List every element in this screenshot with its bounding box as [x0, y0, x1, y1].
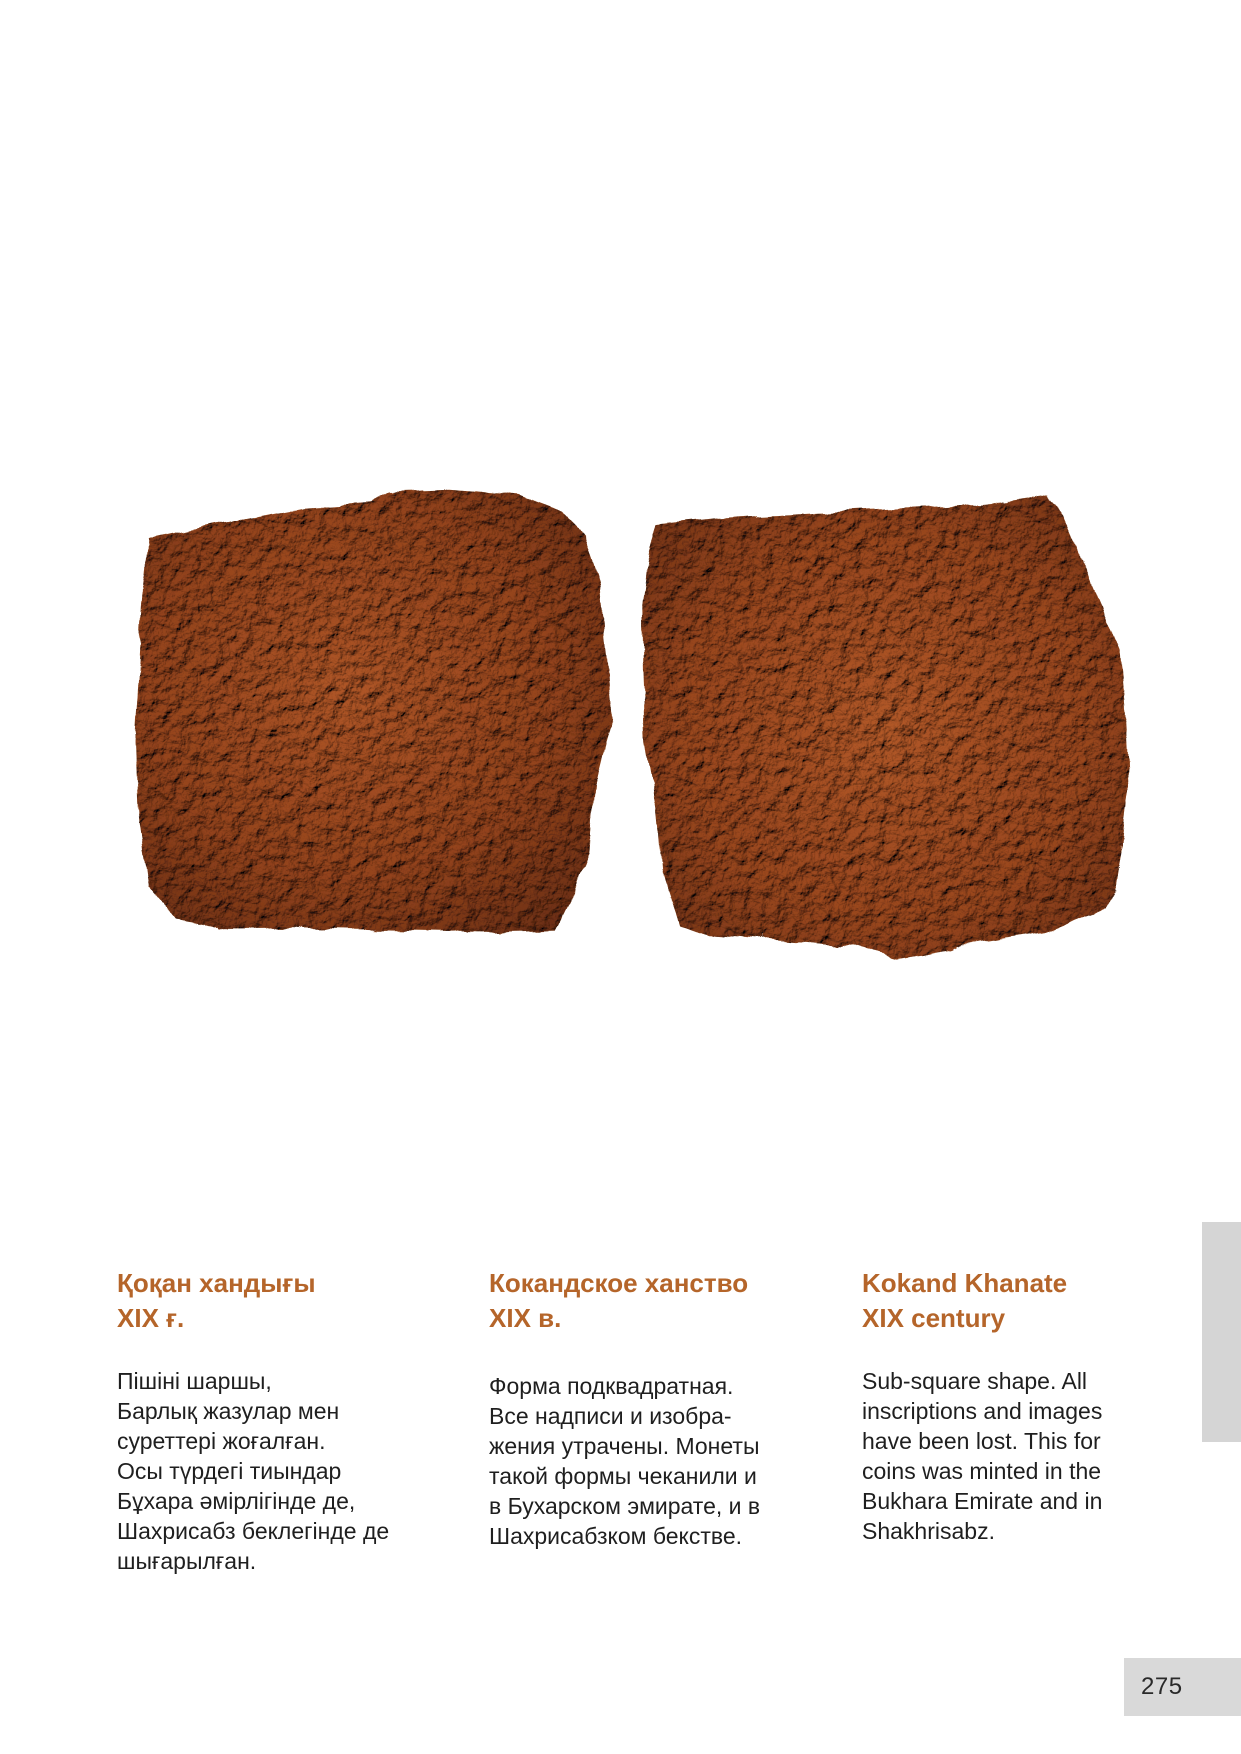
description-line: Все надписи и изобра- [489, 1403, 732, 1429]
description-kazakh [117, 1366, 467, 1576]
heading-century: XIX century [862, 1303, 1006, 1333]
description-line: Осы түрдегі тиындар [117, 1458, 342, 1484]
description-line: have been lost. This for [862, 1428, 1101, 1454]
heading-russian [489, 1266, 839, 1336]
description-line: Шахрисабз беклегінде де [117, 1518, 390, 1544]
description-line: Бұхара әмірлігінде де, [117, 1488, 356, 1514]
description-line: Пішіні шаршы, [117, 1368, 272, 1394]
description-line: Sub-square shape. All [862, 1368, 1088, 1394]
heading-english [862, 1266, 1212, 1336]
description-line: жения утрачены. Монеты [489, 1433, 760, 1459]
description-line: Shakhrisabz. [862, 1518, 995, 1544]
heading-century: XIX ғ. [117, 1303, 185, 1333]
description-line: Шахрисабзком бекстве. [489, 1523, 743, 1549]
description-line: суреттері жоғалған. [117, 1428, 326, 1454]
heading-title: Kokand Khanate [862, 1268, 1068, 1298]
heading-kazakh [117, 1266, 467, 1336]
description-russian [489, 1371, 839, 1551]
description-line: Барлық жазулар мен [117, 1398, 340, 1424]
section-side-tab [1202, 1222, 1241, 1442]
coin-obverse-image [133, 487, 610, 931]
description-line: в Бухарском эмирате, и в [489, 1493, 761, 1519]
page-number-box [1124, 1658, 1241, 1716]
coin-reverse-image [640, 492, 1127, 956]
description-line: Форма подквадратная. [489, 1373, 734, 1399]
description-line: coins was minted in the [862, 1458, 1102, 1484]
heading-title: Кокандское ханство [489, 1268, 749, 1298]
description-line: такой формы чеканили и [489, 1463, 757, 1489]
page-number: 275 [1141, 1673, 1183, 1700]
description-line: Bukhara Emirate and in [862, 1488, 1103, 1514]
heading-title: Қоқан хандығы [117, 1268, 316, 1298]
coin-photograph [112, 470, 1152, 984]
description-line: inscriptions and images [862, 1398, 1103, 1424]
description-english [862, 1366, 1212, 1546]
heading-century: XIX в. [489, 1303, 562, 1333]
description-line: шығарылған. [117, 1548, 257, 1574]
